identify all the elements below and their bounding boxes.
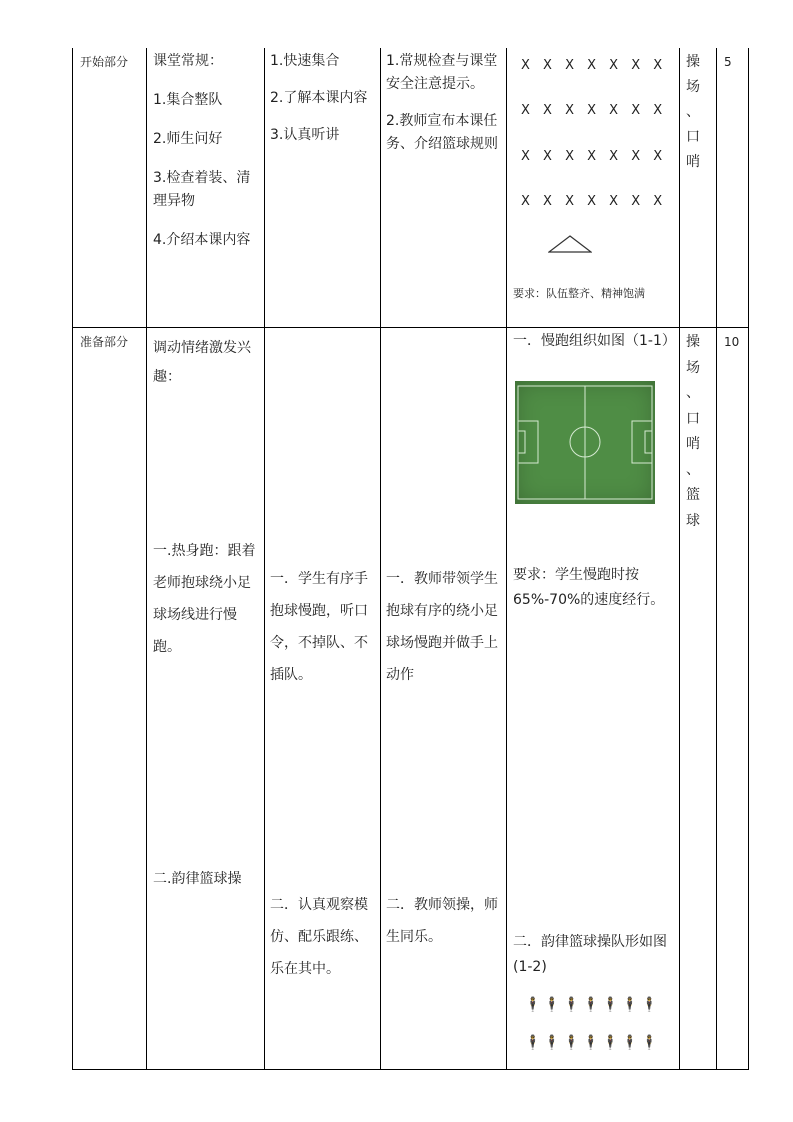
- content-line: 课堂常规：: [153, 53, 223, 69]
- venue-char: 球: [686, 512, 700, 529]
- venue-start: [686, 50, 710, 175]
- section-prepare: 准备部分: [80, 335, 129, 349]
- org-requirement-start: 要求：队伍整齐、精神饱满: [513, 287, 645, 300]
- venue-char: 哨: [686, 436, 700, 452]
- section-start: 开始部分: [80, 55, 129, 69]
- student-prepare-a: 一．学生有序手抱球慢跑，听口令，不掉队、不插队。: [270, 571, 368, 683]
- content-start: [153, 50, 261, 252]
- content-line: 4.介绍本课内容: [153, 232, 251, 248]
- content-line: 3.检查着装、清理异物: [153, 170, 251, 209]
- venue-char: 场: [686, 79, 700, 95]
- formation-row: X X X X X X X: [521, 58, 667, 73]
- teacher-prepare-b: 二．教师领操，师生同乐。: [386, 897, 498, 945]
- content-prepare-intro: 调动情绪激发兴趣：: [153, 340, 251, 385]
- content-line: 2.师生问好: [153, 131, 223, 147]
- table-border-right: [748, 48, 749, 1070]
- student-line: 2.了解本课内容: [270, 90, 368, 106]
- time-prepare: 10: [724, 335, 740, 349]
- formation-row: X X X X X X X: [521, 149, 667, 164]
- student-prepare-b: 二．认真观察模仿、配乐跟练、乐在其中。: [270, 897, 368, 977]
- formation-row: X X X X X X X: [521, 194, 667, 209]
- venue-char: 操: [686, 334, 700, 350]
- col-divider-1: [146, 48, 147, 1070]
- venue-char: 哨: [686, 154, 700, 170]
- formation-row: X X X X X X X: [521, 103, 667, 118]
- row-divider: [72, 327, 749, 328]
- student-line: 3.认真听讲: [270, 127, 340, 143]
- venue-char: 口: [686, 410, 700, 427]
- teacher-line: 1.常规检查与课堂安全注意提示。: [386, 53, 498, 92]
- table-border-bottom: [72, 1069, 749, 1070]
- student-start: [270, 50, 376, 147]
- col-divider-6: [716, 48, 717, 1070]
- content-prepare-warmup: 一.热身跑：跟着老师抱球绕小足球场线进行慢跑。: [153, 543, 256, 655]
- venue-char: 操: [686, 54, 700, 70]
- venue-char: 口: [686, 129, 700, 145]
- venue-char: 场: [686, 359, 700, 376]
- venue-char: 篮: [686, 487, 700, 503]
- col-divider-5: [679, 48, 680, 1070]
- org-prepare-a: 一．慢跑组织如图（1-1）: [513, 333, 676, 349]
- org-prepare-requirement: 要求：学生慢跑时按65%-70%的速度经行。: [513, 567, 665, 608]
- content-prepare-exercise: 二.韵律篮球操: [153, 871, 242, 887]
- person-icon: 🕴🕴🕴🕴🕴🕴🕴: [524, 1035, 661, 1051]
- venue-char: 、: [686, 104, 700, 120]
- venue-prepare: [686, 330, 710, 534]
- col-divider-4: [506, 48, 507, 1070]
- teacher-start: [386, 50, 502, 156]
- col-divider-3: [380, 48, 381, 1070]
- teacher-prepare-a: 一．教师带领学生抱球有序的绕小足球场慢跑并做手上动作: [386, 571, 498, 683]
- table-border-left: [72, 48, 73, 1070]
- col-divider-2: [264, 48, 265, 1070]
- org-prepare-b: 二．韵律篮球操队形如图(1-2): [513, 934, 667, 975]
- student-line: 1.快速集合: [270, 53, 340, 69]
- venue-char: 、: [686, 461, 700, 478]
- content-line: 1.集合整队: [153, 92, 223, 108]
- person-icon: 🕴🕴🕴🕴🕴🕴🕴: [524, 997, 661, 1013]
- time-start: 5: [724, 55, 732, 69]
- venue-char: 、: [686, 385, 700, 401]
- teacher-line: 2.教师宣布本课任务、介绍篮球规则: [386, 113, 498, 152]
- soccer-field-image: [515, 381, 655, 504]
- triangle-icon: [548, 235, 592, 253]
